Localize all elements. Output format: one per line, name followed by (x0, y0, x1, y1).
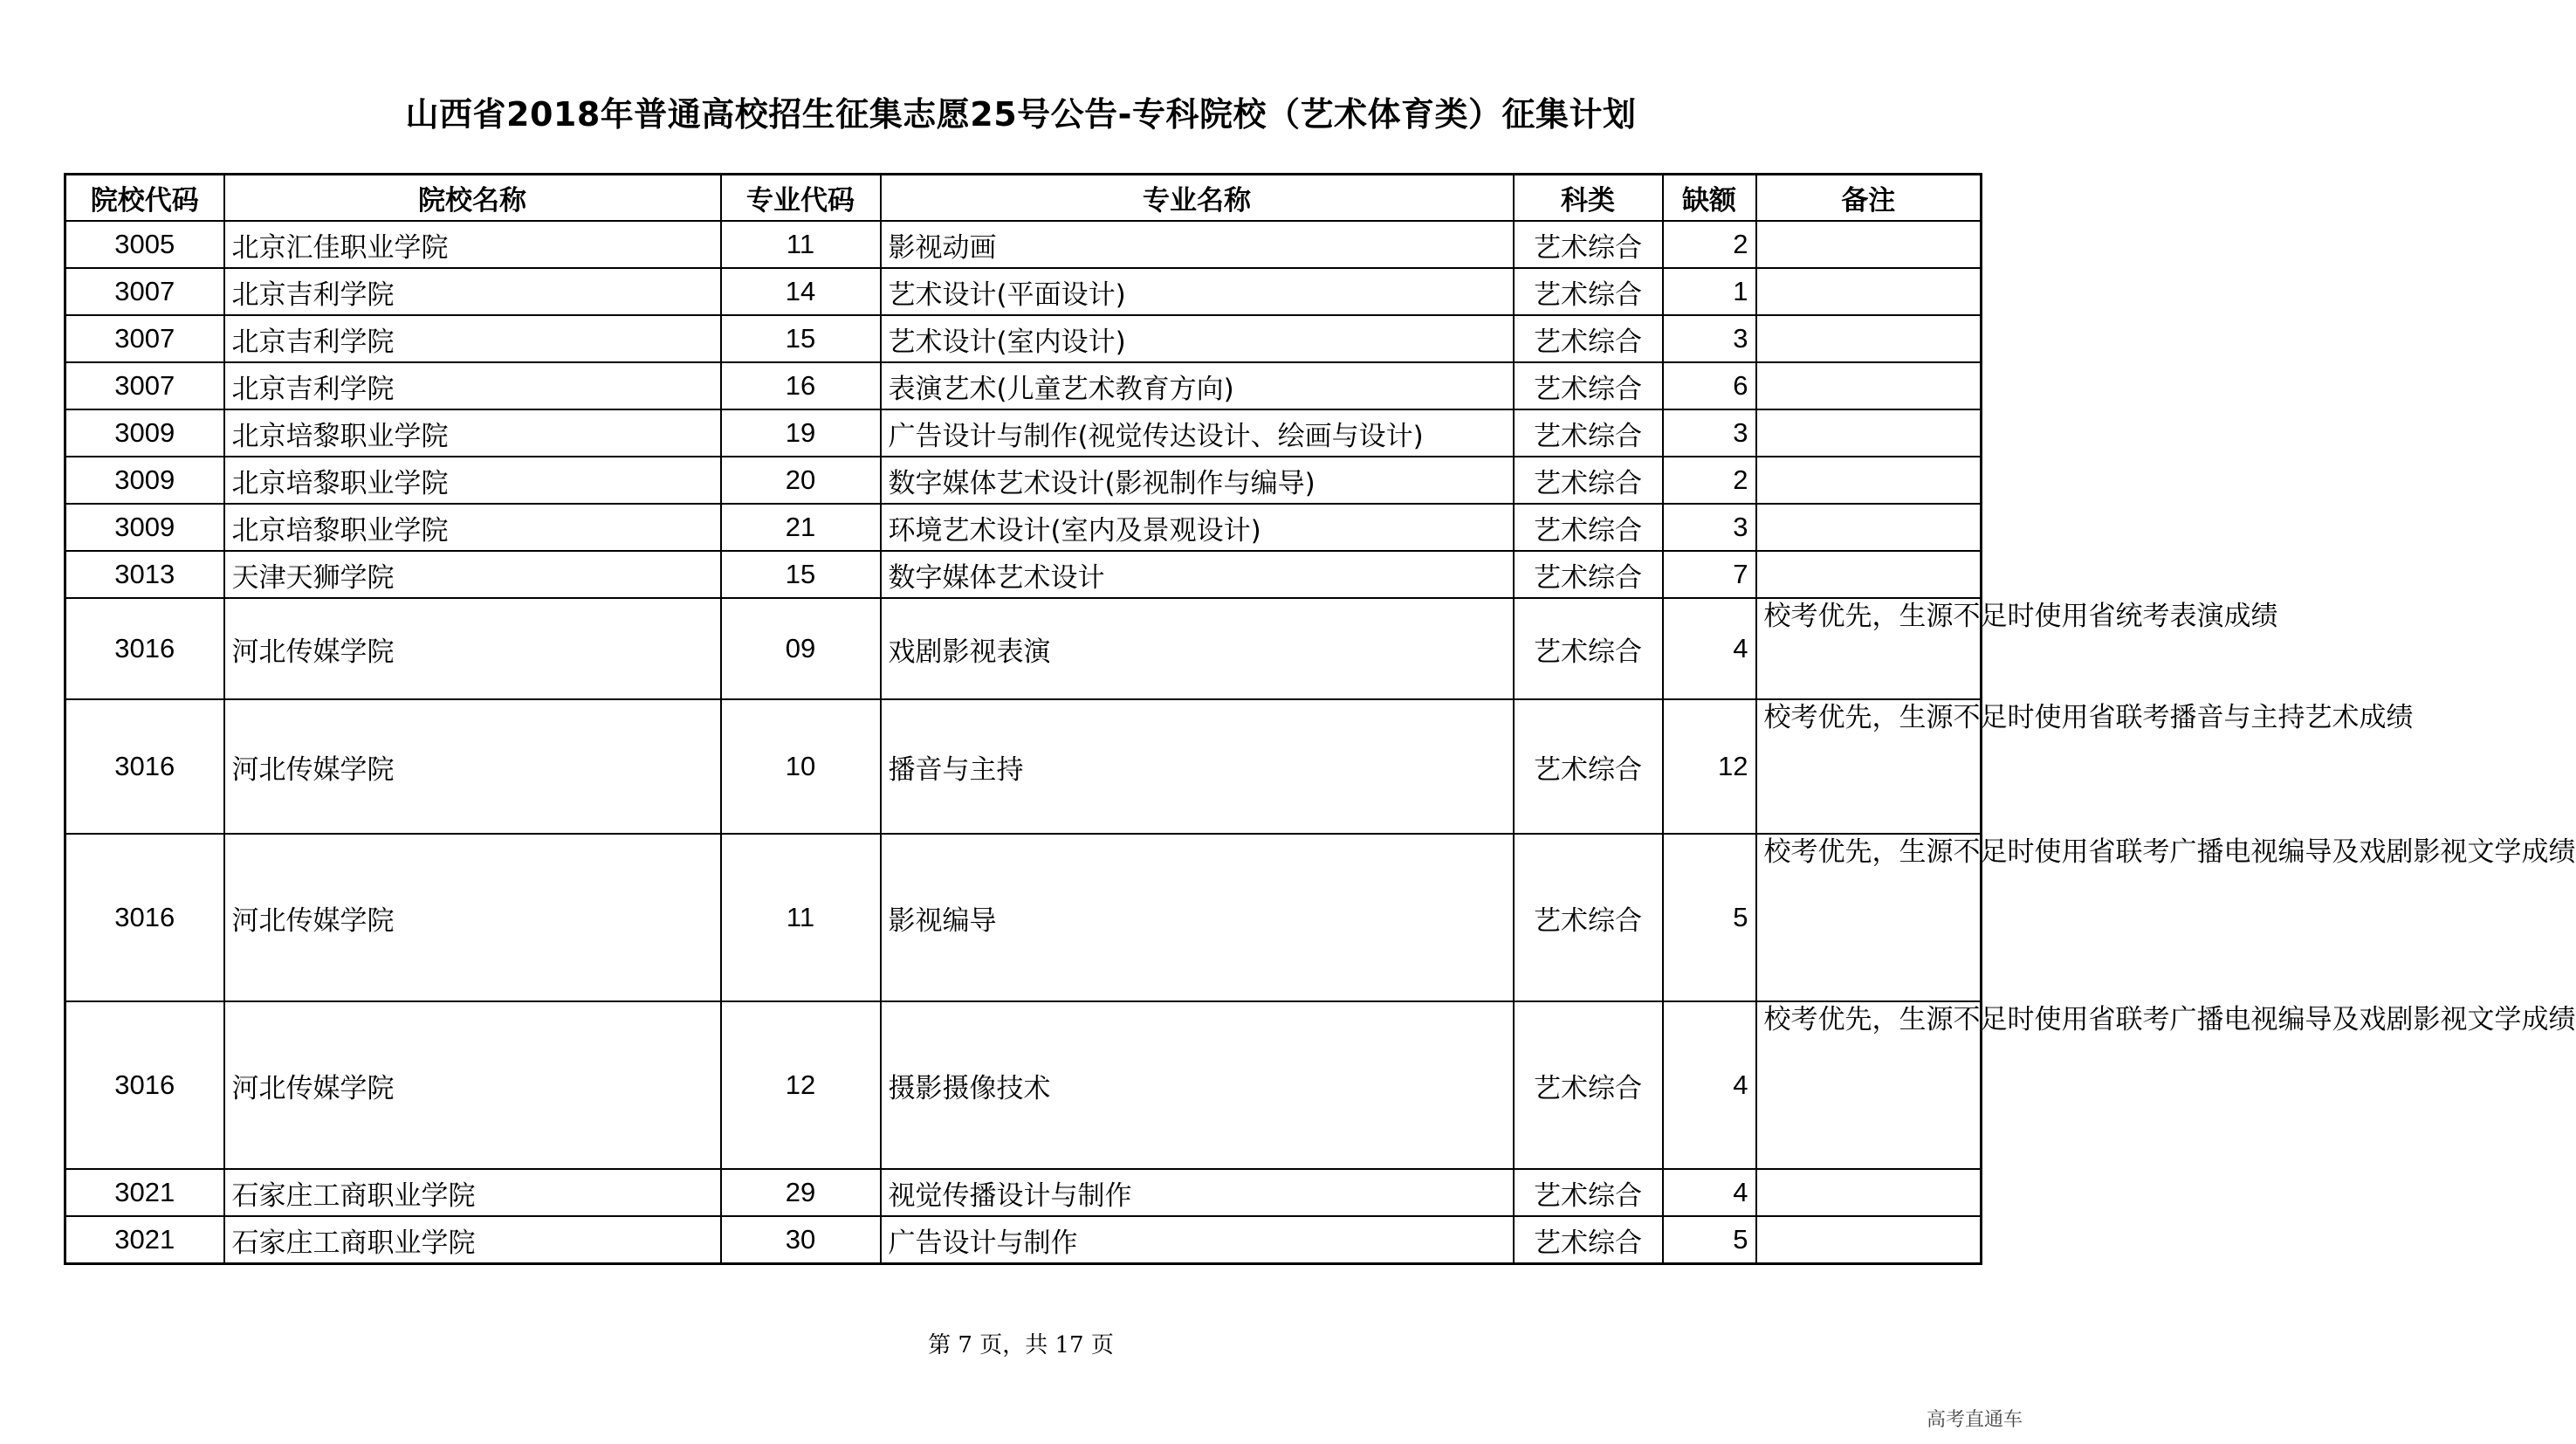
quota-cell: 12 (1663, 699, 1756, 834)
major-name-cell: 影视编导 (881, 834, 1514, 1001)
major-name-cell: 表演艺术(儿童艺术教育方向) (881, 362, 1514, 409)
school-name-cell: 河北传媒学院 (224, 834, 721, 1001)
table-row (65, 1169, 1982, 1216)
header-quota: 缺额 (1663, 175, 1756, 222)
category-cell: 艺术综合 (1514, 268, 1663, 315)
note-cell (1756, 551, 1982, 598)
school-name-cell: 北京培黎职业学院 (224, 457, 721, 504)
category-cell: 艺术综合 (1514, 1169, 1663, 1216)
quota-cell: 1 (1663, 268, 1756, 315)
table-row (65, 457, 1982, 504)
major-name-cell: 艺术设计(平面设计) (881, 268, 1514, 315)
note-cell (1756, 362, 1982, 409)
category-cell: 艺术综合 (1514, 1216, 1663, 1264)
table-row (65, 268, 1982, 315)
school-code-cell: 3009 (65, 504, 224, 551)
school-name-cell: 北京培黎职业学院 (224, 504, 721, 551)
quota-cell: 4 (1663, 1169, 1756, 1216)
note-cell (1756, 504, 1982, 551)
school-code-cell: 3016 (65, 1001, 224, 1169)
note-cell (1756, 457, 1982, 504)
category-cell: 艺术综合 (1514, 315, 1663, 362)
school-code-cell: 3005 (65, 221, 224, 268)
header-note: 备注 (1756, 175, 1982, 222)
major-code-cell: 11 (721, 834, 881, 1001)
enrollment-plan-table (64, 173, 2576, 1265)
table-row (65, 504, 1982, 551)
school-name-cell: 北京吉利学院 (224, 315, 721, 362)
school-code-cell: 3016 (65, 834, 224, 1001)
major-code-cell: 19 (721, 409, 881, 457)
category-cell: 艺术综合 (1514, 699, 1663, 834)
header-major-code: 专业代码 (721, 175, 881, 222)
major-name-cell: 数字媒体艺术设计(影视制作与编导) (881, 457, 1514, 504)
quota-cell: 3 (1663, 409, 1756, 457)
quota-cell: 3 (1663, 504, 1756, 551)
table-row (65, 221, 1982, 268)
note-cell (1756, 1169, 1982, 1216)
note-cell (1756, 1216, 1982, 1264)
table-row (65, 598, 1982, 699)
school-name-cell: 北京培黎职业学院 (224, 409, 721, 457)
major-code-cell: 29 (721, 1169, 881, 1216)
school-code-cell: 3021 (65, 1169, 224, 1216)
quota-cell: 4 (1663, 598, 1756, 699)
category-cell: 艺术综合 (1514, 504, 1663, 551)
category-cell: 艺术综合 (1514, 457, 1663, 504)
category-cell: 艺术综合 (1514, 409, 1663, 457)
watermark: 高考直通车 (1926, 1409, 2023, 1431)
major-code-cell: 30 (721, 1216, 881, 1264)
school-code-cell: 3009 (65, 457, 224, 504)
school-name-cell: 北京吉利学院 (224, 362, 721, 409)
major-code-cell: 10 (721, 699, 881, 834)
note-cell: 校考优先，生源不足时使用省统考表演成绩 (1756, 598, 1982, 699)
category-cell: 艺术综合 (1514, 1001, 1663, 1169)
note-cell (1756, 409, 1982, 457)
table-row (65, 1001, 1982, 1169)
page-title: 山西省2018年普通高校招生征集志愿25号公告-专科院校（艺术体育类）征集计划 (405, 95, 1637, 134)
major-code-cell: 16 (721, 362, 881, 409)
school-code-cell: 3007 (65, 315, 224, 362)
header-school-name: 院校名称 (224, 175, 721, 222)
school-code-cell: 3016 (65, 598, 224, 699)
school-code-cell: 3016 (65, 699, 224, 834)
quota-cell: 2 (1663, 221, 1756, 268)
category-cell: 艺术综合 (1514, 834, 1663, 1001)
quota-cell: 5 (1663, 834, 1756, 1001)
major-name-cell: 数字媒体艺术设计 (881, 551, 1514, 598)
category-cell: 艺术综合 (1514, 362, 1663, 409)
note-cell: 校考优先，生源不足时使用省联考播音与主持艺术成绩 (1756, 699, 1982, 834)
header-school-code: 院校代码 (65, 175, 224, 222)
category-cell: 艺术综合 (1514, 221, 1663, 268)
note-cell: 校考优先，生源不足时使用省联考广播电视编导及戏剧影视文学成绩 (1756, 1001, 1982, 1169)
note-cell (1756, 221, 1982, 268)
school-name-cell: 河北传媒学院 (224, 699, 721, 834)
table-row (65, 362, 1982, 409)
table-row (65, 699, 1982, 834)
school-name-cell: 石家庄工商职业学院 (224, 1169, 721, 1216)
table-row (65, 1216, 1982, 1264)
header-major-name: 专业名称 (881, 175, 1514, 222)
note-cell (1756, 315, 1982, 362)
school-name-cell: 北京吉利学院 (224, 268, 721, 315)
table-row (65, 315, 1982, 362)
quota-cell: 2 (1663, 457, 1756, 504)
school-code-cell: 3021 (65, 1216, 224, 1264)
school-code-cell: 3013 (65, 551, 224, 598)
major-code-cell: 12 (721, 1001, 881, 1169)
major-name-cell: 环境艺术设计(室内及景观设计) (881, 504, 1514, 551)
note-cell (1756, 268, 1982, 315)
school-name-cell: 石家庄工商职业学院 (224, 1216, 721, 1264)
school-name-cell: 河北传媒学院 (224, 1001, 721, 1169)
school-name-cell: 北京汇佳职业学院 (224, 221, 721, 268)
major-code-cell: 09 (721, 598, 881, 699)
major-name-cell: 摄影摄像技术 (881, 1001, 1514, 1169)
school-code-cell: 3007 (65, 268, 224, 315)
school-code-cell: 3009 (65, 409, 224, 457)
page-footer: 第 7 页，共 17 页 (928, 1332, 1114, 1358)
major-code-cell: 15 (721, 551, 881, 598)
school-code-cell: 3007 (65, 362, 224, 409)
major-code-cell: 11 (721, 221, 881, 268)
category-cell: 艺术综合 (1514, 598, 1663, 699)
major-name-cell: 广告设计与制作 (881, 1216, 1514, 1264)
category-cell: 艺术综合 (1514, 551, 1663, 598)
school-name-cell: 天津天狮学院 (224, 551, 721, 598)
major-code-cell: 21 (721, 504, 881, 551)
quota-cell: 4 (1663, 1001, 1756, 1169)
major-name-cell: 影视动画 (881, 221, 1514, 268)
major-name-cell: 播音与主持 (881, 699, 1514, 834)
major-name-cell: 视觉传播设计与制作 (881, 1169, 1514, 1216)
major-code-cell: 15 (721, 315, 881, 362)
major-name-cell: 广告设计与制作(视觉传达设计、绘画与设计) (881, 409, 1514, 457)
major-code-cell: 14 (721, 268, 881, 315)
table-row (65, 834, 1982, 1001)
major-name-cell: 戏剧影视表演 (881, 598, 1514, 699)
table-row (65, 551, 1982, 598)
header-row (65, 175, 1982, 222)
quota-cell: 7 (1663, 551, 1756, 598)
school-name-cell: 河北传媒学院 (224, 598, 721, 699)
major-code-cell: 20 (721, 457, 881, 504)
table-row (65, 409, 1982, 457)
quota-cell: 3 (1663, 315, 1756, 362)
quota-cell: 6 (1663, 362, 1756, 409)
quota-cell: 5 (1663, 1216, 1756, 1264)
major-name-cell: 艺术设计(室内设计) (881, 315, 1514, 362)
header-category: 科类 (1514, 175, 1663, 222)
note-cell: 校考优先，生源不足时使用省联考广播电视编导及戏剧影视文学成绩 (1756, 834, 1982, 1001)
